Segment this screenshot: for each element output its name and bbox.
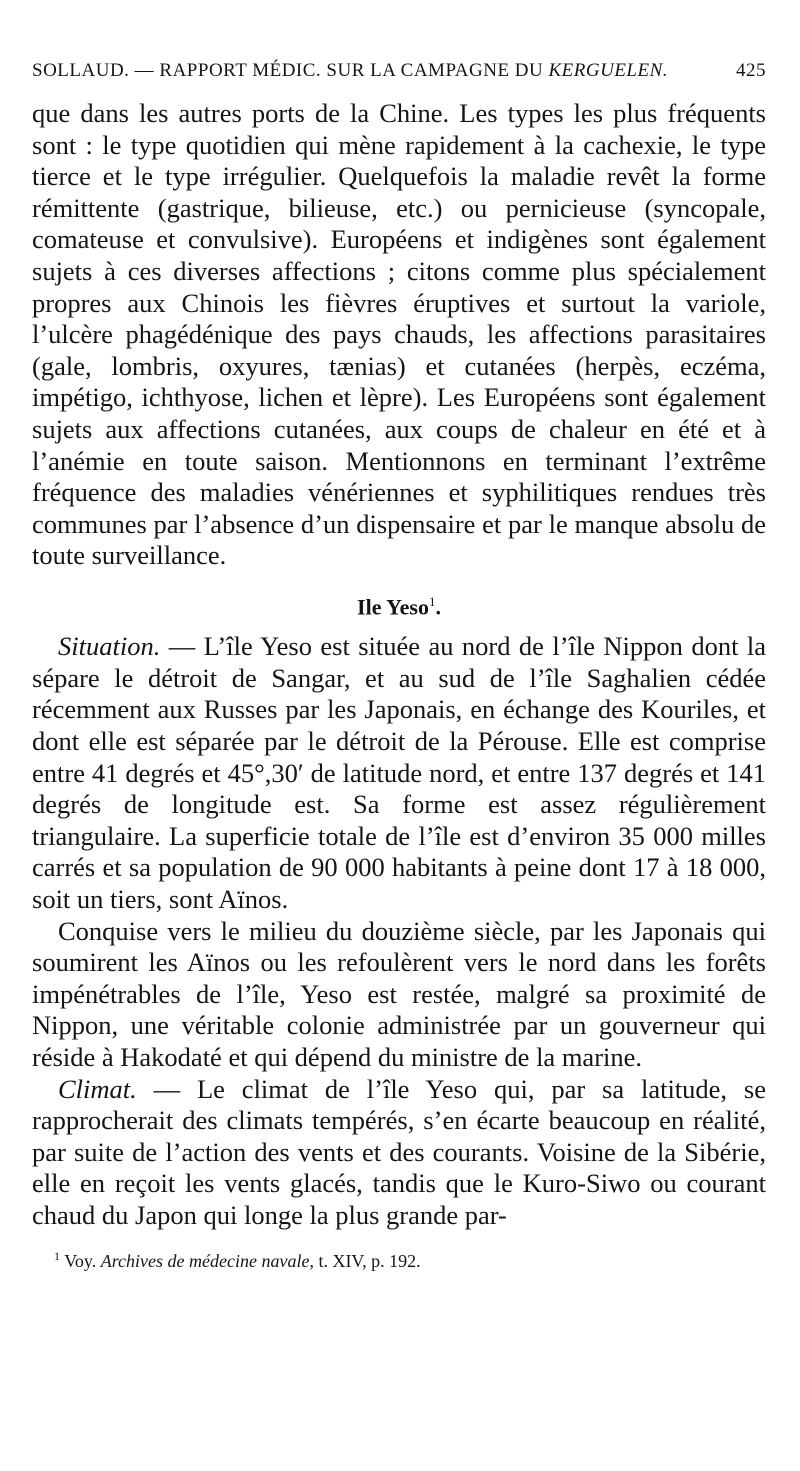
climat-heading: Climat. xyxy=(58,1073,137,1104)
footnote-suffix: , t. XIV, p. 192. xyxy=(309,1250,421,1271)
footnote-mark: 1 xyxy=(54,1248,60,1263)
footnote-prefix: Voy. xyxy=(64,1250,97,1271)
document-page xyxy=(32,60,766,1273)
footnote-title: Archives de médecine navale xyxy=(100,1250,310,1271)
situation-heading: Situation. xyxy=(58,631,161,662)
climat-text: — Le climat de l’île Yeso qui, par sa latitude, se rapprocherait des climats tempérés, s’en écarte beaucoup en réalité, par suite de l’action des vents et des courants. Voisine de la Sibérie, elle en reçoit les vents glacés, tandis que le Kuro-Siwo ou courant chaud du Japon qui longe la plus grande par- xyxy=(32,1073,766,1230)
body-text xyxy=(32,98,766,1232)
paragraph-climat xyxy=(32,1074,766,1232)
paragraph-conquest: Conquise vers le milieu du douzième siècle, par les Japonais qui soumirent les Aïnos ou les refoulèrent vers le nord dans les forêts impénétrables de l’île, Yeso est restée, malgré sa proximité de Nippon, une véritable colonie administrée par un gouverneur qui réside à Hakodaté et qui dépend du ministre de la marine. xyxy=(32,915,766,1072)
header-left-text: SOLLAUD. — RAPPORT MÉDIC. SUR LA CAMPAGNE DU xyxy=(32,60,544,81)
paragraph-situation xyxy=(32,631,766,915)
footnote xyxy=(32,1244,766,1273)
footnote-reference: 1 xyxy=(428,593,436,609)
section-title-text: Ile Yeso xyxy=(357,594,429,620)
header-title xyxy=(32,60,668,82)
situation-text: — L’île Yeso est située au nord de l’île Nippon dont la sépare le détroit de Sangar, et au sud de l’île Saghalien cédée récemment aux Russes par les Japonais, en échange des Kouriles, et dont elle est séparée par le détroit de la Pérouse. Elle est comprise entre 41 degrés et 45°,30′ de latitude nord, et entre 137 degrés et 141 degrés de longitude est. Sa forme est assez régulièrement triangulaire. La superficie totale de l’île est d’environ 35 000 milles carrés et sa population de 90 000 habitants à peine dont 17 à 18 000, soit un tiers, sont Aïnos. xyxy=(32,631,766,914)
page-number: 425 xyxy=(736,60,766,81)
section-title: Ile Yeso$^1$. xyxy=(357,593,441,620)
running-header xyxy=(32,60,766,90)
paragraph-1: que dans les autres ports de la Chine. Les types les plus fréquents sont : le type quotidien qui mène rapidement à la cachexie, le type tierce et le type irrégulier. Quelquefois la maladie revêt la forme rémittente (gastrique, bilieuse, etc.) ou pernicieuse (syncopale, comateuse et convulsive). Européens et indigènes sont également sujets à ces diverses affections ; citons comme plus spécialement propres aux Chinois les fièvres éruptives et surtout la variole, l’ulcère phagédénique des pays chauds, les affections parasitaires (gale, lombris, oxyures, tænias) et cutanées (herpès, eczéma, impétigo, ichthyose, lichen et lèpre). Les Européens sont également sujets aux affections cutanées, aux coups de chaleur en été et à l’anémie en toute saison. Mentionnons en terminant l’extrême fréquence des maladies vénériennes et syphilitiques rendues très communes par l’absence d’un dispensaire et par le manque absolu de toute surveillance. xyxy=(32,98,766,571)
header-ship-name: KERGUELEN. xyxy=(548,60,669,81)
